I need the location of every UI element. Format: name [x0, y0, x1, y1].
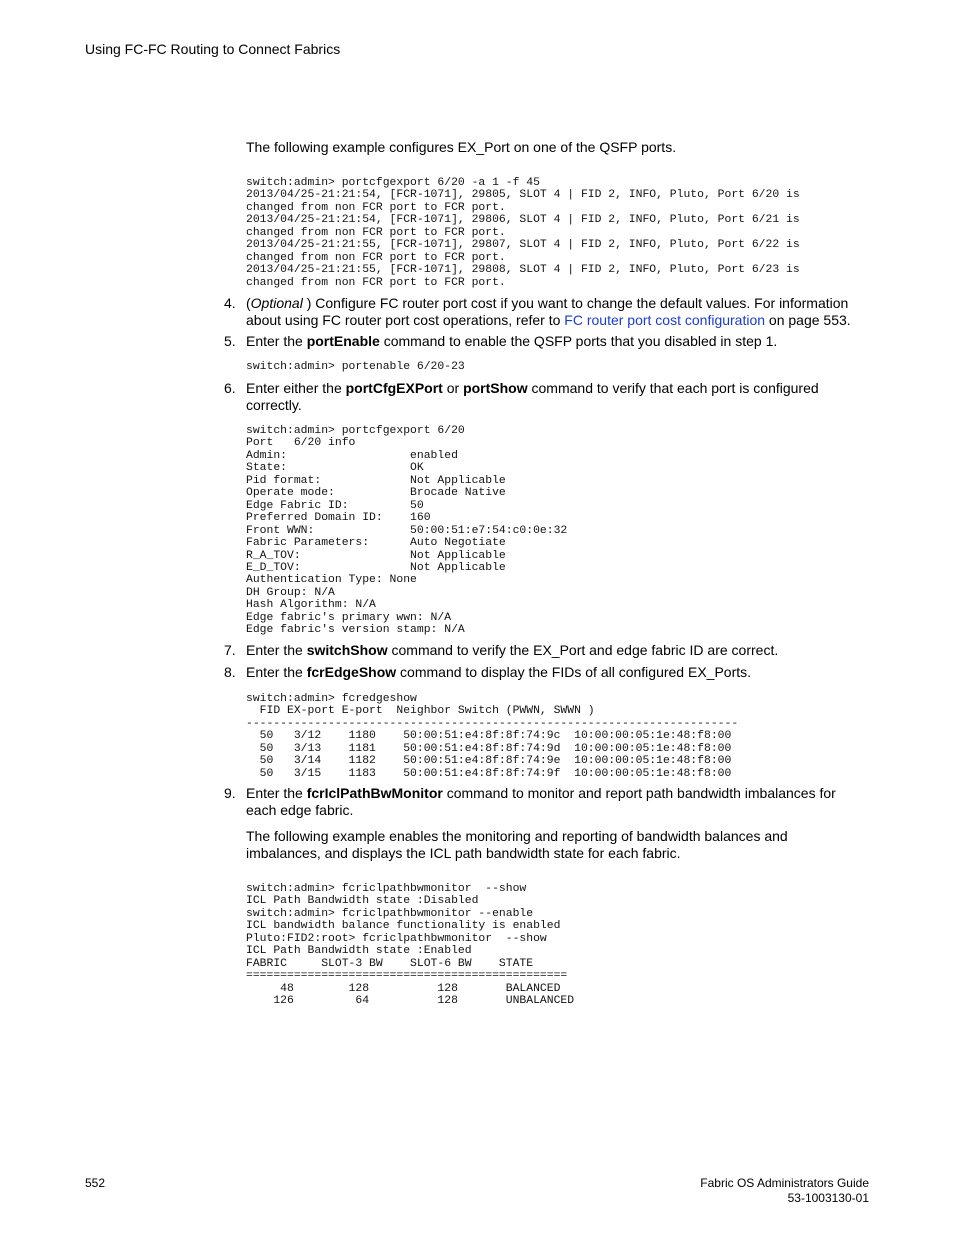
step-text-pre: Enter the — [246, 333, 307, 349]
step-text-open: ( — [246, 295, 251, 311]
step-text-post: command to enable the QSFP ports that you disabled in step 1. — [379, 333, 778, 349]
step-number: 6. — [224, 380, 236, 396]
footer-doc-info — [700, 1176, 869, 1206]
command-name: portShow — [463, 380, 528, 396]
step-number: 8. — [224, 664, 236, 680]
command-name: fcrEdgeShow — [306, 664, 397, 680]
port-cost-config-link[interactable]: FC router port cost configuration — [564, 312, 766, 328]
optional-label: Optional — [250, 295, 303, 311]
step-4 — [224, 295, 858, 329]
step-text-pre: Enter the — [246, 664, 307, 680]
step-text-post: command to verify the EX_Port and edge fabric ID are correct. — [387, 642, 779, 658]
command-name: portCfgEXPort — [345, 380, 443, 396]
step-text-mid: or — [442, 380, 464, 396]
step-text-pre: Enter either the — [246, 380, 346, 396]
step-6 — [224, 380, 858, 414]
step-9-paragraph: The following example enables the monitoring and reporting of bandwidth balances and imbalances, and displays the ICL path bandwidth state for each fabric. — [246, 828, 788, 861]
step-7 — [224, 642, 858, 659]
code-block-portenable: switch:admin> portenable 6/20-23 — [246, 361, 465, 373]
step-8 — [224, 664, 858, 681]
step-number: 7. — [224, 642, 236, 658]
command-name: fcrIclPathBwMonitor — [306, 785, 443, 801]
code-block-fcredgeshow: switch:admin> fcredgeshow FID EX-port E-port Neighbor Switch (PWWN, SWWN ) ------------------------------------------------------------------------ 50 3/12 1180 50:00:51:e4:8f:8f:74:9c 10:00:00:05:1e:48:f8:00 50 3/13 1181 50:00:51:e4:8f:8f:74:9d 10:00:00:05:1e:48:f8:00 50 3/14 1182 50:00:51:e4:8f:8f:74:9e 10:00:00:05:1e:48:f8:00 50 3/15 1183 50:00:51:e4:8f:8f:74:9f 10:00:00:05:1e:48:f8:00 — [246, 693, 739, 780]
step-9 — [224, 785, 858, 819]
page-number: 552 — [85, 1176, 106, 1190]
command-name: portEnable — [306, 333, 380, 349]
step-text-after: on page 553. — [765, 312, 851, 328]
code-block-port-info: switch:admin> portcfgexport 6/20 Port 6/20 info Admin: enabled State: OK Pid format: Not Applicable Operate mode: Brocade Native Edge Fabric ID: 50 Preferred Domain ID: 160 Front WWN: 50:00:51:e7:54:c0:0e:32 Fabric Parameters: Auto Negotiate R_A_TOV: Not Applicable E_D_TOV: Not Applicable Authentication Type: None DH Group: N/A Hash Algorithm: N/A Edge fabric's primary wwn: N/A Edge fabric's version stamp: N/A — [246, 425, 568, 637]
step-text-pre: Enter the — [246, 642, 307, 658]
intro-paragraph: The following example configures EX_Port on one of the QSFP ports. — [246, 139, 677, 155]
step-5 — [224, 333, 858, 350]
command-name: switchShow — [306, 642, 388, 658]
step-text: ) Configure FC router port cost if you want to change the default values. For information about using FC router port cost operations, refer to — [246, 295, 849, 328]
code-block-fcriclpathbwmonitor: switch:admin> fcriclpathbwmonitor --show ICL Path Bandwidth state :Disabled switch:admin> fcriclpathbwmonitor --enable ICL bandwidth balance functionality is enabled Pluto:FID2:root> fcriclpathbwmonitor --show ICL Path Bandwidth state :Enabled FABRIC SLOT-3 BW SLOT-6 BW STATE =============================================== 48 128 128 BALANCED 126 64 128 UNBALANCED — [246, 883, 575, 1008]
guide-title: Fabric OS Administrators Guide — [700, 1176, 869, 1190]
running-header: Using FC-FC Routing to Connect Fabrics — [85, 41, 341, 57]
step-text-pre: Enter the — [246, 785, 307, 801]
code-block-portcfgexport: switch:admin> portcfgexport 6/20 -a 1 -f 45 2013/04/25-21:21:54, [FCR-1071], 29805, SLOT 4 | FID 2, INFO, Pluto, Port 6/20 is changed from non FCR port to FCR port. 2013/04/25-21:21:54, [FCR-1071], 29806, SLOT 4 | FID 2, INFO, Pluto, Port 6/21 is changed from non FCR port to FCR port. 2013/04/25-21:21:55, [FCR-1071], 29807, SLOT 4 | FID 2, INFO, Pluto, Port 6/22 is changed from non FCR port to FCR port. 2013/04/25-21:21:55, [FCR-1071], 29808, SLOT 4 | FID 2, INFO, Pluto, Port 6/23 is changed from non FCR port to FCR port. — [246, 177, 800, 289]
step-text-post: command to display the FIDs of all configured EX_Ports. — [396, 664, 752, 680]
step-number: 4. — [224, 295, 236, 311]
step-number: 5. — [224, 333, 236, 349]
step-text-post: command to monitor and report path bandwidth imbalances for each edge fabric. — [246, 785, 836, 818]
step-text-post: command to verify that each port is configured correctly. — [246, 380, 819, 413]
doc-number: 53-1003130-01 — [787, 1191, 869, 1205]
step-number: 9. — [224, 785, 236, 801]
